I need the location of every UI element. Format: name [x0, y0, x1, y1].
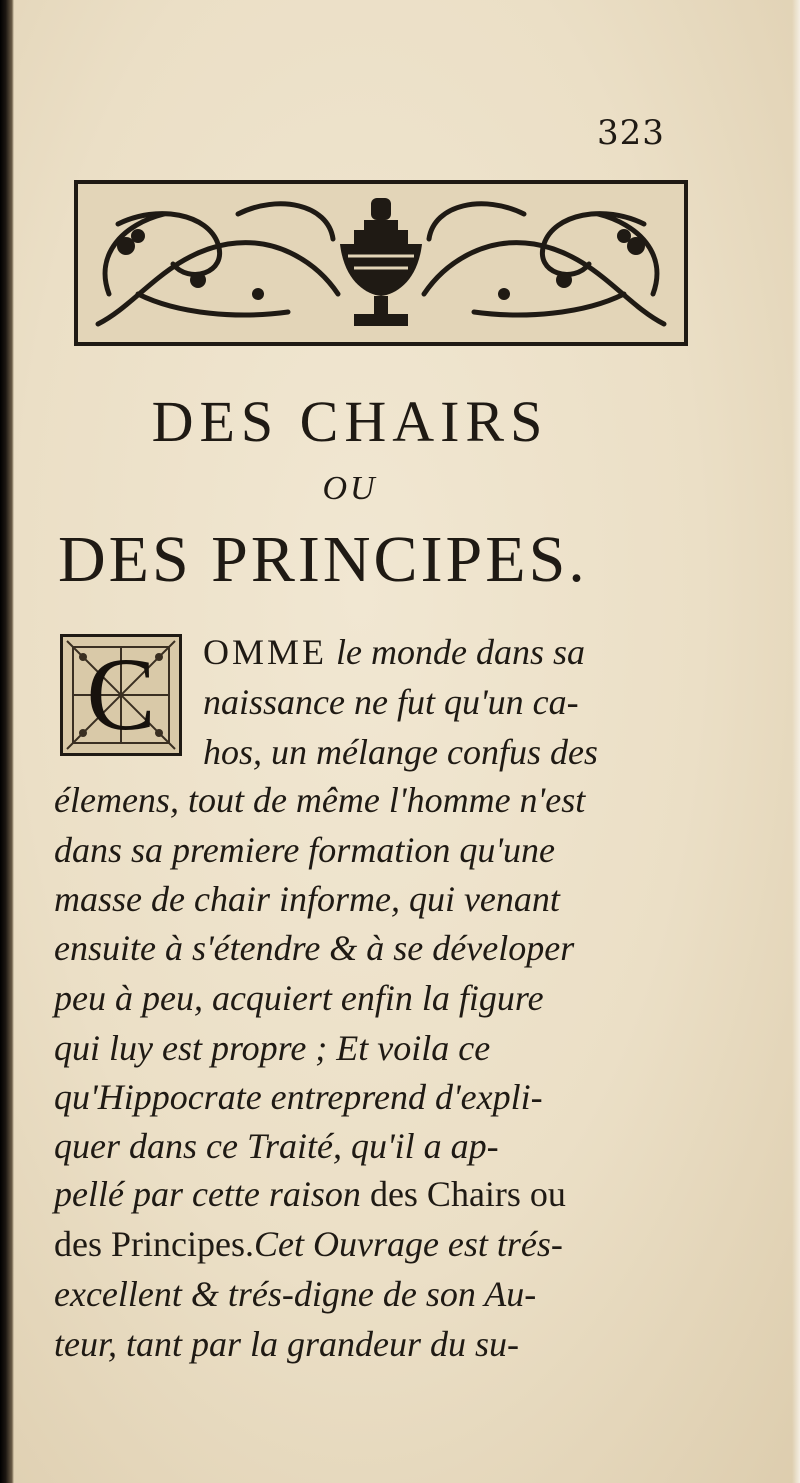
text-span: le monde dans sa: [327, 632, 585, 672]
text-line: qui luy est propre ; Et voila ce: [54, 1028, 491, 1068]
page-number: 323: [597, 113, 665, 153]
text-line: [203, 630, 585, 674]
text-span: Cet Ouvrage est trés-: [253, 1224, 563, 1264]
text-line: quer dans ce Traité, qu'il a ap-: [54, 1126, 499, 1166]
text-line: excellent & trés-digne de son Au-: [54, 1274, 537, 1314]
text-span: pellé par cette raison: [54, 1174, 370, 1214]
page-edge: [792, 0, 800, 1483]
text-line: hos, un mélange confus des: [203, 732, 598, 772]
text-span: des Principes.: [54, 1224, 254, 1264]
text-line: dans sa premiere formation qu'une: [54, 830, 555, 870]
text-span: OMME: [203, 632, 328, 672]
text-line: qu'Hippocrate entreprend d'expli-: [54, 1077, 543, 1117]
decorated-drop-cap: [60, 634, 182, 756]
text-line: [54, 1222, 563, 1266]
ornamental-headpiece: [74, 180, 688, 346]
chapter-title-line-2: DES PRINCIPES.: [58, 523, 588, 596]
drop-cap-letter: C: [86, 637, 156, 752]
text-line: naissance ne fut qu'un ca-: [203, 682, 579, 722]
text-line: ensuite à s'étendre & à se déveloper: [54, 928, 575, 968]
chapter-title-line-1: DES CHAIRS: [151, 389, 549, 454]
text-line: [54, 1172, 566, 1216]
text-span: des Chairs ou: [369, 1174, 566, 1214]
text-line: peu à peu, acquiert enfin la figure: [54, 978, 544, 1018]
text-line: teur, tant par la grandeur du su-: [54, 1324, 520, 1364]
floral-urn-ornament-icon: [78, 184, 684, 342]
page-gutter-shadow: [0, 0, 14, 1483]
chapter-title-conjunction: OU: [322, 470, 378, 507]
text-line: élemens, tout de même l'homme n'est: [54, 780, 586, 820]
text-line: masse de chair informe, qui venant: [54, 879, 560, 919]
